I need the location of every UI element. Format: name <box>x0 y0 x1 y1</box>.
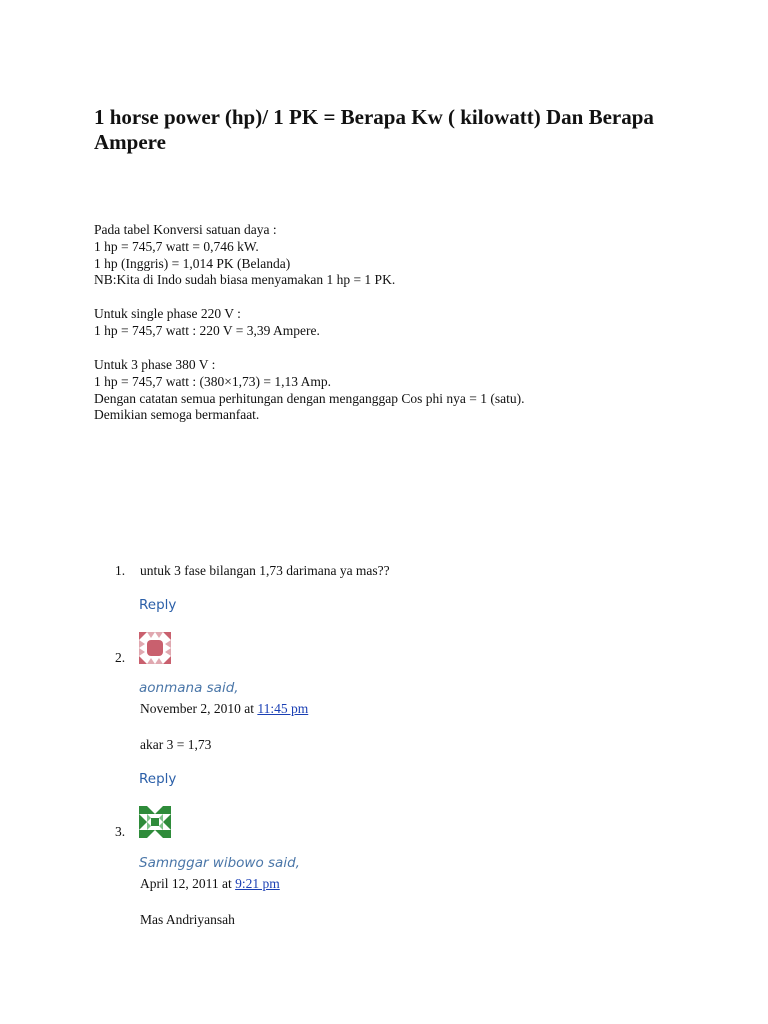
text-line: Dengan catatan semua perhitungan dengan menganggap Cos phi nya = 1 (satu). <box>94 390 525 406</box>
comment-author: Samnggar wibowo said, <box>139 855 300 871</box>
comment-number: 2. <box>115 650 126 665</box>
article-title: 1 horse power (hp)/ 1 PK = Berapa Kw ( kilowatt) Dan Berapa Ampere <box>94 105 654 154</box>
comment-number: 1. <box>115 563 126 578</box>
avatar-identicon-pink-icon <box>139 632 171 664</box>
conversion-paragraph <box>94 222 734 289</box>
text-line: Untuk single phase 220 V : <box>94 306 241 321</box>
comment-time-link[interactable]: 11:45 pm <box>257 701 309 716</box>
text-line: Untuk 3 phase 380 V : <box>94 357 216 372</box>
comment-at: at <box>222 876 232 891</box>
text-line: 1 hp = 745,7 watt : 220 V = 3,39 Ampere. <box>94 322 320 338</box>
single-phase-paragraph <box>94 306 734 340</box>
comment-timestamp <box>140 875 280 892</box>
text-line: 1 hp = 745,7 watt : (380×1,73) = 1,13 Amp. <box>94 373 331 389</box>
comment-text: untuk 3 fase bilangan 1,73 darimana ya mas?? <box>140 563 390 578</box>
three-phase-paragraph <box>94 357 734 424</box>
avatar-identicon-green-icon <box>139 806 171 838</box>
text-line: Pada tabel Konversi satuan daya : <box>94 222 277 237</box>
comment-number: 3. <box>115 824 126 839</box>
comment-text: Mas Andriyansah <box>140 912 235 927</box>
text-line: NB:Kita di Indo sudah biasa menyamakan 1 hp = 1 PK. <box>94 272 396 288</box>
reply-link[interactable]: Reply <box>139 597 177 613</box>
reply-link[interactable]: Reply <box>139 771 177 787</box>
comment-at: at <box>244 701 254 716</box>
comment-time-link[interactable]: 9:21 pm <box>235 876 280 891</box>
comment-author: aonmana said, <box>139 680 239 696</box>
comment-text: akar 3 = 1,73 <box>140 737 212 752</box>
comment-date: April 12, 2011 <box>140 876 219 891</box>
text-line: Demikian semoga bermanfaat. <box>94 407 260 423</box>
text-line: 1 hp (Inggris) = 1,014 PK (Belanda) <box>94 255 291 271</box>
comment-date: November 2, 2010 <box>140 701 241 716</box>
comment-timestamp <box>140 700 308 717</box>
text-line: 1 hp = 745,7 watt = 0,746 kW. <box>94 238 259 254</box>
